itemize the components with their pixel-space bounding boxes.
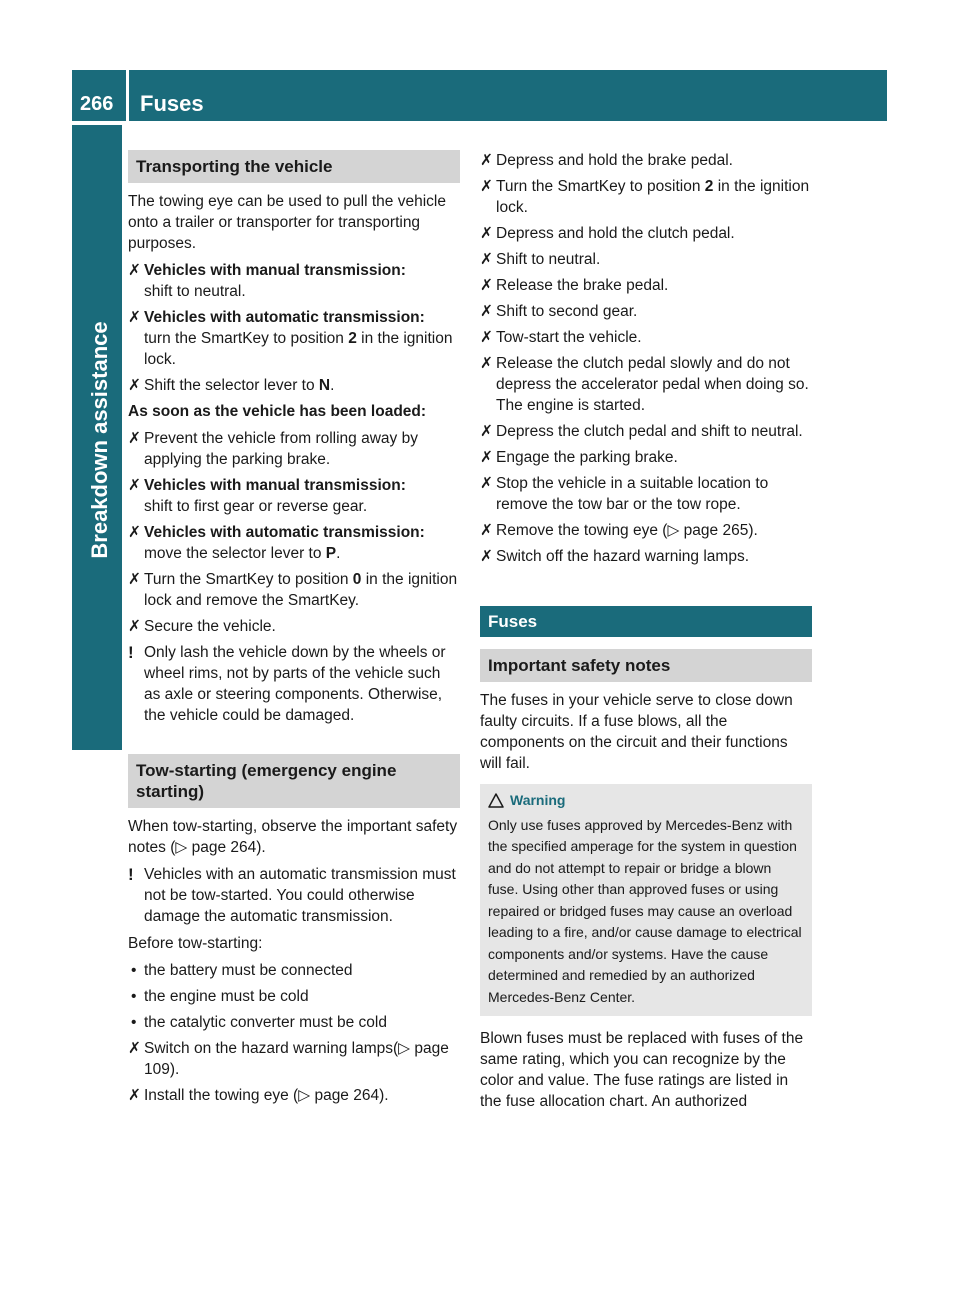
instruction-step — [128, 569, 460, 611]
safety-intro: The fuses in your vehicle serve to close down faulty circuits. If a fuse blows, all the components on the circuit and their functions will fail. — [480, 692, 793, 772]
step-text: Depress the clutch pedal and shift to neutral. — [496, 423, 803, 440]
step-text: Remove the towing eye (▷ page 265). — [496, 522, 758, 539]
note — [128, 864, 460, 927]
instruction-step — [480, 249, 812, 270]
step-key: P — [325, 545, 337, 562]
bullet-item — [128, 960, 460, 981]
step-text: Switch off the hazard warning lamps. — [496, 548, 750, 565]
warning-box — [480, 784, 812, 1016]
instruction-step — [480, 520, 812, 541]
step-text: turn the SmartKey to position — [144, 330, 344, 347]
bullet-icon: • — [131, 1014, 137, 1031]
instruction-step — [128, 1085, 460, 1106]
instruction-step — [128, 375, 460, 396]
exclamation-icon: ! — [128, 643, 134, 662]
x-mark-icon: ✗ — [128, 1040, 141, 1057]
step-text: Switch on the hazard warning lamps(▷ page 109). — [144, 1040, 449, 1078]
instruction-step — [480, 150, 812, 171]
instruction-step — [128, 616, 460, 637]
step-text: Turn the SmartKey to position — [144, 571, 349, 588]
x-mark-icon: ✗ — [128, 377, 141, 394]
safety-heading: Important safety notes — [480, 649, 812, 682]
bullet-icon: • — [131, 988, 137, 1005]
instruction-step — [480, 223, 812, 244]
x-mark-icon: ✗ — [480, 178, 493, 195]
instruction-step — [128, 475, 460, 517]
section-title: Fuses — [140, 91, 204, 116]
x-mark-icon: ✗ — [480, 251, 493, 268]
before-label: Before tow-starting: — [128, 935, 263, 952]
instruction-step — [480, 301, 812, 322]
step-text: Prevent the vehicle from rolling away by applying the parking brake. — [144, 430, 418, 468]
step-text: shift to neutral. — [144, 283, 246, 300]
step-bold: Vehicles with manual transmission: — [144, 262, 406, 279]
page-number: 266 — [80, 93, 114, 115]
note — [128, 642, 460, 726]
x-mark-icon: ✗ — [480, 522, 493, 539]
step-text: Depress and hold the clutch pedal. — [496, 225, 735, 242]
x-mark-icon: ✗ — [480, 225, 493, 242]
x-mark-icon: ✗ — [128, 309, 141, 326]
step-tail: . — [336, 545, 341, 562]
transport-intro: The towing eye can be used to pull the vehicle onto a trailer or transporter for transporting purposes. — [128, 193, 446, 252]
step-bold: Vehicles with manual transmission: — [144, 477, 406, 494]
instruction-step — [480, 473, 812, 515]
step-text: Tow-start the vehicle. — [496, 329, 642, 346]
bullet-text: the battery must be connected — [144, 962, 353, 979]
bullet-item — [128, 1012, 460, 1033]
step-key: 2 — [348, 330, 357, 347]
step-key: 0 — [352, 571, 362, 588]
transport-heading: Transporting the vehicle — [128, 150, 460, 183]
warning-header — [488, 790, 804, 812]
fuses-heading: Fuses — [480, 606, 812, 637]
warning-text: Only use fuses approved by Mercedes-Benz with the specified amperage for the system in question and do not attempt to repair or bridge a blown fuse. Using other than approved fuses or using repaired or bridged fuses may cause an overload leading to a fire, and/or cause damage to electrical components and/or systems. Have the cause determined and remedied by an authorized Mercedes-Benz Center. — [488, 816, 802, 1005]
bullet-item — [128, 986, 460, 1007]
right-column — [480, 150, 812, 1118]
step-tail: . — [330, 377, 335, 394]
note-text: Vehicles with an automatic transmission must not be tow-started. You could otherwise damage the automatic transmission. — [144, 866, 456, 925]
towstart-intro: When tow-starting, observe the important safety notes (▷ page 264). — [128, 818, 458, 856]
step-result: The engine is started. — [496, 397, 646, 414]
x-mark-icon: ✗ — [128, 1087, 141, 1104]
instruction-step — [128, 260, 460, 302]
step-bold: Vehicles with automatic transmission: — [144, 524, 425, 541]
step-text: shift to first gear or reverse gear. — [144, 498, 368, 515]
x-mark-icon: ✗ — [128, 477, 141, 494]
instruction-step — [480, 327, 812, 348]
warning-triangle-icon — [488, 793, 504, 808]
x-mark-icon: ✗ — [480, 475, 493, 492]
instruction-step — [128, 307, 460, 370]
step-text: Stop the vehicle in a suitable location to remove the tow bar or the tow rope. — [496, 475, 769, 513]
x-mark-icon: ✗ — [128, 524, 141, 541]
instruction-step — [480, 447, 812, 468]
instruction-step — [480, 353, 812, 416]
side-tab-label: Breakdown assistance — [87, 321, 112, 559]
x-mark-icon: ✗ — [480, 548, 493, 565]
step-tail: in the ignition lock. — [144, 330, 453, 368]
step-text: Depress and hold the brake pedal. — [496, 152, 733, 169]
towstart-heading: Tow-starting (emergency engine starting) — [128, 754, 460, 808]
instruction-step — [480, 421, 812, 442]
instruction-step — [128, 522, 460, 564]
instruction-step — [128, 428, 460, 470]
x-mark-icon: ✗ — [480, 329, 493, 346]
step-text: Turn the SmartKey to position — [496, 178, 701, 195]
step-key: 2 — [704, 178, 714, 195]
header-divider — [126, 70, 129, 121]
x-mark-icon: ✗ — [128, 262, 141, 279]
step-text: move the selector lever to — [144, 545, 322, 562]
step-text: Install the towing eye (▷ page 264). — [144, 1087, 389, 1104]
warning-title: Warning — [510, 792, 566, 808]
step-text: Secure the vehicle. — [144, 618, 276, 635]
note-text: Only lash the vehicle down by the wheels or wheel rims, not by parts of the vehicle such as axle or steering components. Otherwise, the vehicle could be damaged. — [144, 644, 446, 724]
step-text: Release the brake pedal. — [496, 277, 669, 294]
step-text: Release the clutch pedal slowly and do not depress the accelerator pedal when doing so. — [496, 355, 809, 393]
instruction-step — [480, 176, 812, 218]
x-mark-icon: ✗ — [480, 355, 493, 372]
step-bold: Vehicles with automatic transmission: — [144, 309, 425, 326]
step-text: Shift to neutral. — [496, 251, 601, 268]
bullet-text: the catalytic converter must be cold — [144, 1014, 387, 1031]
blown-text: Blown fuses must be replaced with fuses of the same rating, which you can recognize by the color and value. The fuse ratings are listed in the fuse allocation chart. An authorized — [480, 1030, 804, 1110]
x-mark-icon: ✗ — [128, 430, 141, 447]
instruction-step — [480, 275, 812, 296]
x-mark-icon: ✗ — [480, 277, 493, 294]
bullet-icon: • — [131, 962, 137, 979]
left-column — [128, 150, 460, 1111]
loaded-heading: As soon as the vehicle has been loaded: — [128, 403, 427, 420]
step-tail: in the ignition lock. — [496, 178, 810, 216]
instruction-step — [480, 546, 812, 567]
bullet-text: the engine must be cold — [144, 988, 309, 1005]
step-text: Shift the selector lever to — [144, 377, 315, 394]
step-tail: in the ignition lock and remove the SmartKey. — [144, 571, 458, 609]
x-mark-icon: ✗ — [480, 449, 493, 466]
step-key: N — [318, 377, 331, 394]
x-mark-icon: ✗ — [480, 423, 493, 440]
x-mark-icon: ✗ — [480, 303, 493, 320]
x-mark-icon: ✗ — [480, 152, 493, 169]
step-text: Shift to second gear. — [496, 303, 638, 320]
instruction-step — [128, 1038, 460, 1080]
exclamation-icon: ! — [128, 865, 134, 884]
step-text: Engage the parking brake. — [496, 449, 678, 466]
x-mark-icon: ✗ — [128, 571, 141, 588]
x-mark-icon: ✗ — [128, 618, 141, 635]
